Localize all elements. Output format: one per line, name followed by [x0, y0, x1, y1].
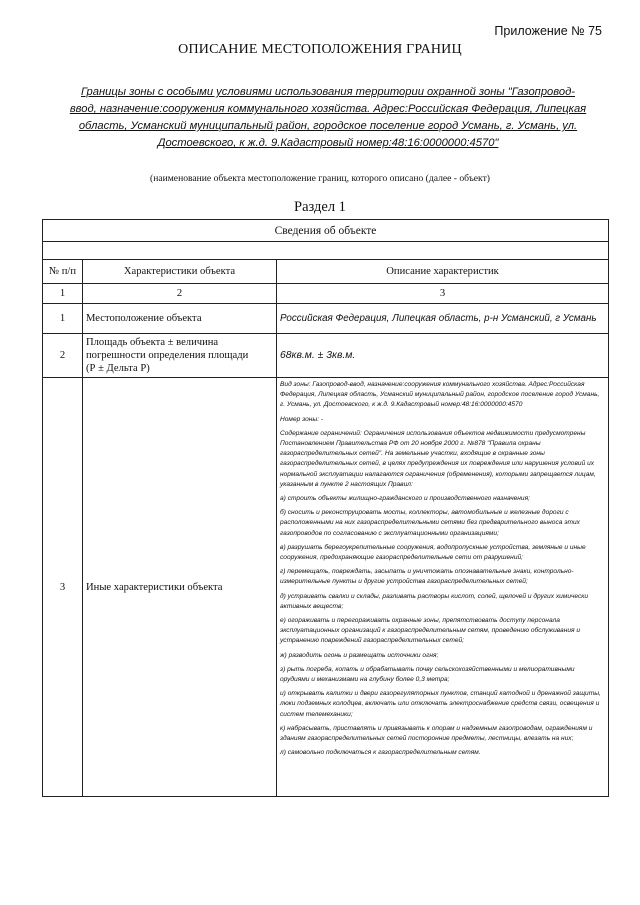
row3-paragraph: з) рыть погреба, копать и обрабатывать почву сельскохозяйственными и мелиоративными орудиями и механизмами на глубину более 0,3 метра; [280, 665, 575, 684]
zone-line-3: область, Усманский муниципальный район, городское поселение город Усмань, г. Усмань, ул. [78, 120, 578, 132]
header-description: Описание характеристик [277, 260, 609, 284]
row3-num: 3 [43, 378, 83, 797]
zone-line-2: ввод, назначение:сооружения коммунального хозяйства. Адрес:Российская Федерация, Липецкая [69, 103, 587, 115]
table-row [43, 334, 609, 378]
section-title: Раздел 1 [294, 199, 346, 215]
column-number-1: 1 [43, 284, 83, 304]
row3-paragraph: е) огораживать и перегораживать охранные зоны, препятствовать доступу персонала эксплуатационных организаций к газораспределительным сетям, проведению обслуживания и устранению повреждений газораспределительных сетей; [280, 617, 581, 645]
row2-name-line-1: Площадь объекта ± величина [86, 337, 219, 348]
row3-paragraph: в) разрушать берегоукрепительные сооружения, водопропускные устройства, земляные и иные сооружения, предохраняющие газораспределительные сети от разрушений; [280, 543, 586, 562]
zone-description [48, 84, 608, 152]
table-heading-row [43, 220, 609, 242]
zone-line-4: Достоевского, к ж.д. 9.Кадастровый номер:48:16:0000000:4570" [157, 137, 499, 149]
header-characteristic: Характеристики объекта [83, 260, 277, 284]
row3-paragraph: л) самовольно подключаться к газораспределительным сетям. [280, 749, 481, 757]
row3-paragraph: д) устраивать свалки и склады, разливать растворы кислот, солей, щелочей и других химически активных веществ; [280, 592, 589, 610]
row2-name [83, 334, 277, 378]
row3-paragraph: ж) разводить огонь и размещать источники огня; [280, 651, 439, 659]
object-info-table [42, 219, 609, 797]
table-column-numbers-row [43, 284, 609, 304]
row2-num: 2 [43, 334, 83, 378]
table-header-row [43, 260, 609, 284]
table-heading: Сведения об объекте [43, 220, 609, 242]
annex-number: Приложение № 75 [494, 24, 602, 38]
document-title: ОПИСАНИЕ МЕСТОПОЛОЖЕНИЯ ГРАНИЦ [178, 42, 462, 57]
row2-value: 68кв.м. ± 3кв.м. [277, 334, 609, 378]
row3-paragraph: б) сносить и реконструировать мосты, коллекторы, автомобильные и железные дороги с расположенными на них газораспределительными сетями без предварительного выноса этих газопроводов по согласованию с эксплуатационными организациями; [280, 509, 580, 537]
row1-num: 1 [43, 304, 83, 334]
row2-name-line-3: (Р ± Дельта Р) [86, 363, 150, 374]
table-spacer-row [43, 242, 609, 260]
row3-paragraph: г) перемещать, повреждать, засыпать и уничтожать опознавательные знаки, контрольно-измерительные пункты и другие устройства газораспределительных сетей; [280, 568, 574, 586]
row3-paragraph: а) строить объекты жилищно-гражданского и производственного назначения; [280, 495, 530, 503]
table-row [43, 304, 609, 334]
column-number-3: 3 [277, 284, 609, 304]
row3-paragraph: Номер зоны: - [280, 415, 324, 423]
object-caption: (наименование объекта местоположение границ, которого описано (далее - объект) [150, 173, 490, 184]
zone-line-1: Границы зоны с особыми условиями использования территории охранной зоны "Газопровод- [80, 86, 576, 98]
row2-name-line-2: погрешности определения площади [86, 350, 249, 361]
table-spacer-cell [43, 242, 609, 260]
row3-paragraph: и) открывать калитки и двери газорегуляторных пунктов, станций катодной и дренажной защиты, люки подземных колодцев, включать или отключать электроснабжение средств связи, освещения и систем телемеханики; [280, 690, 601, 718]
row3-paragraph: Вид зоны: Газопровод-ввод, назначение:сооружения коммунального хозяйства. Адрес:Российская Федерация, Липецкая область, Усманский муниципальный район, городское поселение город Усмань, г. Усмань, ул. Достоевского, к ж.д. 9.Кадастровый номер:48:16:0000000:4570 [280, 381, 600, 409]
row3-paragraph: Содержание ограничений: Ограничения использования объектов недвижимости предусмотрены Постановлением Правительства РФ от 20 ноября 2000 г. №878 "Правила охраны газораспределительных сетей". На земельные участки, входящие в охранные зоны газораспределительных сетей, в целях предупреждения их повреждения или нарушения условий их нормальной эксплуатации налагаются ограничения (обременения), которыми запрещается лицам, указанным в пункте 2 настоящих Правил: [280, 429, 596, 488]
row3-value [277, 378, 609, 797]
row3-name: Иные характеристики объекта [83, 378, 277, 797]
table-row [43, 378, 609, 797]
column-number-2: 2 [83, 284, 277, 304]
row1-value: Российская Федерация, Липецкая область, р-н Усманский, г Усмань [277, 304, 609, 334]
header-num: № п/п [43, 260, 83, 284]
row1-name: Местоположение объекта [83, 304, 277, 334]
row3-paragraph: к) набрасывать, приставлять и привязывать к опорам и надземным газопроводам, ограждениям и зданиям газораспределительных сетей посторонние предметы, лестницы, влезать на них; [280, 724, 593, 743]
